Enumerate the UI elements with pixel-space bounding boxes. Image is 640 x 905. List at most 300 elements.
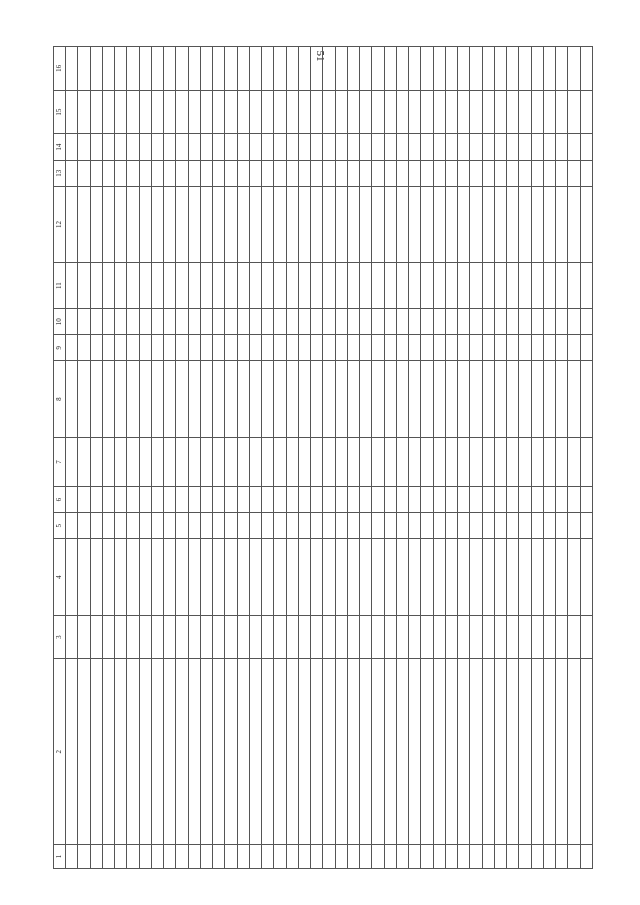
table-cell bbox=[531, 486, 543, 512]
table-cell bbox=[458, 486, 470, 512]
table-cell bbox=[360, 615, 372, 659]
table-cell bbox=[396, 539, 408, 615]
table-cell bbox=[409, 134, 421, 160]
table-cell bbox=[372, 309, 384, 335]
table-cell bbox=[78, 844, 90, 868]
table-cell bbox=[139, 186, 151, 262]
table-cell bbox=[237, 437, 249, 486]
table-cell bbox=[188, 335, 200, 361]
table-cell bbox=[519, 659, 531, 845]
table-cell bbox=[543, 186, 555, 262]
table-cell bbox=[274, 844, 286, 868]
table-cell bbox=[200, 47, 212, 91]
table-cell bbox=[102, 539, 114, 615]
table-cell bbox=[347, 361, 359, 437]
table-cell bbox=[384, 160, 396, 186]
table-cell bbox=[188, 437, 200, 486]
table-cell bbox=[519, 615, 531, 659]
table-cell bbox=[262, 309, 274, 335]
table-cell bbox=[311, 361, 323, 437]
table-cell bbox=[568, 615, 580, 659]
table-row bbox=[311, 47, 323, 869]
table-cell bbox=[433, 186, 445, 262]
table-cell bbox=[115, 160, 127, 186]
table-cell bbox=[90, 47, 102, 91]
table-cell bbox=[543, 335, 555, 361]
table-cell bbox=[213, 615, 225, 659]
table-row bbox=[200, 47, 212, 869]
table-cell bbox=[482, 486, 494, 512]
table-cell bbox=[556, 486, 568, 512]
table-cell bbox=[323, 134, 335, 160]
table-cell bbox=[372, 160, 384, 186]
table-cell bbox=[323, 90, 335, 134]
table-cell bbox=[519, 309, 531, 335]
table-cell bbox=[213, 486, 225, 512]
table-cell bbox=[433, 539, 445, 615]
table-cell bbox=[433, 361, 445, 437]
table-cell bbox=[249, 659, 261, 845]
table-cell bbox=[519, 335, 531, 361]
table-cell bbox=[494, 47, 506, 91]
table-cell bbox=[323, 513, 335, 539]
table-cell bbox=[323, 309, 335, 335]
table-cell bbox=[298, 844, 310, 868]
table-cell bbox=[262, 659, 274, 845]
table-cell bbox=[494, 134, 506, 160]
table-cell bbox=[396, 134, 408, 160]
table-cell bbox=[372, 437, 384, 486]
table-cell bbox=[78, 361, 90, 437]
table-cell bbox=[470, 263, 482, 309]
table-cell bbox=[482, 186, 494, 262]
table-cell bbox=[237, 47, 249, 91]
table-row bbox=[347, 47, 359, 869]
table-cell bbox=[384, 263, 396, 309]
table-cell bbox=[494, 186, 506, 262]
table-cell bbox=[470, 659, 482, 845]
table-row bbox=[237, 47, 249, 869]
table-cell bbox=[249, 844, 261, 868]
table-cell bbox=[347, 659, 359, 845]
table-cell bbox=[90, 160, 102, 186]
table-row bbox=[494, 47, 506, 869]
table-cell bbox=[409, 263, 421, 309]
table-cell bbox=[237, 90, 249, 134]
table-row bbox=[470, 47, 482, 869]
table-cell bbox=[249, 615, 261, 659]
table-row bbox=[372, 47, 384, 869]
table-cell bbox=[445, 90, 457, 134]
table-cell bbox=[286, 844, 298, 868]
table-cell bbox=[262, 539, 274, 615]
table-cell bbox=[200, 186, 212, 262]
table-row bbox=[445, 47, 457, 869]
table-cell bbox=[274, 335, 286, 361]
table-cell bbox=[262, 90, 274, 134]
col-header: 12 bbox=[54, 186, 66, 262]
table-cell bbox=[556, 47, 568, 91]
table-cell bbox=[360, 90, 372, 134]
col-header: 9 bbox=[54, 335, 66, 361]
table-row bbox=[556, 47, 568, 869]
table-cell bbox=[519, 263, 531, 309]
table-cell bbox=[151, 309, 163, 335]
table-cell bbox=[78, 47, 90, 91]
table-cell bbox=[507, 539, 519, 615]
table-cell bbox=[262, 615, 274, 659]
table-cell bbox=[531, 437, 543, 486]
table-cell bbox=[409, 335, 421, 361]
table-cell bbox=[66, 361, 78, 437]
table-cell bbox=[556, 844, 568, 868]
table-cell bbox=[384, 539, 396, 615]
table-cell bbox=[237, 844, 249, 868]
table-cell bbox=[176, 659, 188, 845]
table-row bbox=[262, 47, 274, 869]
table-cell bbox=[396, 615, 408, 659]
table-cell bbox=[262, 134, 274, 160]
table-cell bbox=[151, 186, 163, 262]
table-cell bbox=[580, 134, 593, 160]
table-cell bbox=[127, 437, 139, 486]
table-cell bbox=[519, 134, 531, 160]
table-cell bbox=[531, 844, 543, 868]
table-cell bbox=[90, 186, 102, 262]
table-cell bbox=[421, 90, 433, 134]
table-cell bbox=[286, 90, 298, 134]
table-cell bbox=[298, 335, 310, 361]
table-cell bbox=[102, 844, 114, 868]
table-cell bbox=[237, 615, 249, 659]
table-cell bbox=[176, 513, 188, 539]
table-cell bbox=[494, 539, 506, 615]
table-cell bbox=[200, 361, 212, 437]
table-row bbox=[115, 47, 127, 869]
table-cell bbox=[274, 615, 286, 659]
table-cell bbox=[66, 486, 78, 512]
table-cell bbox=[115, 47, 127, 91]
table-cell bbox=[262, 361, 274, 437]
table-cell bbox=[78, 513, 90, 539]
table-cell bbox=[507, 186, 519, 262]
table-cell bbox=[507, 437, 519, 486]
table-cell bbox=[127, 615, 139, 659]
table-cell bbox=[519, 47, 531, 91]
table-cell bbox=[286, 309, 298, 335]
rotated-table-wrapper bbox=[53, 46, 593, 869]
table-cell bbox=[115, 361, 127, 437]
table-cell bbox=[482, 335, 494, 361]
table-cell bbox=[360, 134, 372, 160]
table-row bbox=[421, 47, 433, 869]
table-cell bbox=[556, 361, 568, 437]
table-cell bbox=[164, 486, 176, 512]
table-cell bbox=[458, 90, 470, 134]
table-cell bbox=[384, 844, 396, 868]
table-cell bbox=[347, 160, 359, 186]
table-cell bbox=[139, 437, 151, 486]
table-cell bbox=[274, 47, 286, 91]
table-cell bbox=[360, 437, 372, 486]
table-cell bbox=[176, 539, 188, 615]
table-cell bbox=[311, 47, 323, 91]
table-row bbox=[531, 47, 543, 869]
table-cell bbox=[213, 361, 225, 437]
table-cell bbox=[494, 263, 506, 309]
table-row bbox=[543, 47, 555, 869]
table-cell bbox=[580, 160, 593, 186]
table-cell bbox=[200, 263, 212, 309]
table-cell bbox=[102, 90, 114, 134]
table-cell bbox=[543, 361, 555, 437]
table-cell bbox=[164, 263, 176, 309]
table-cell bbox=[225, 615, 237, 659]
table-cell bbox=[298, 615, 310, 659]
table-cell bbox=[347, 263, 359, 309]
table-cell bbox=[188, 844, 200, 868]
table-cell bbox=[188, 160, 200, 186]
table-cell bbox=[470, 90, 482, 134]
table-cell bbox=[482, 263, 494, 309]
table-cell bbox=[347, 309, 359, 335]
table-cell bbox=[372, 615, 384, 659]
table-cell bbox=[507, 844, 519, 868]
table-cell bbox=[482, 134, 494, 160]
table-cell bbox=[176, 263, 188, 309]
col-header: 1 bbox=[54, 844, 66, 868]
table-cell bbox=[164, 335, 176, 361]
table-cell bbox=[384, 134, 396, 160]
table-cell bbox=[347, 90, 359, 134]
table-cell bbox=[421, 47, 433, 91]
table-cell bbox=[237, 263, 249, 309]
table-cell bbox=[335, 160, 347, 186]
table-cell bbox=[66, 513, 78, 539]
table-cell bbox=[298, 361, 310, 437]
table-cell bbox=[396, 186, 408, 262]
table-cell bbox=[409, 659, 421, 845]
table-cell bbox=[482, 615, 494, 659]
table-cell bbox=[249, 513, 261, 539]
table-cell bbox=[458, 513, 470, 539]
table-cell bbox=[311, 134, 323, 160]
table-cell bbox=[433, 844, 445, 868]
table-cell bbox=[580, 90, 593, 134]
table-cell bbox=[335, 134, 347, 160]
table-cell bbox=[139, 513, 151, 539]
table-cell bbox=[262, 335, 274, 361]
table-cell bbox=[249, 361, 261, 437]
table-cell bbox=[470, 539, 482, 615]
table-cell bbox=[274, 486, 286, 512]
table-cell bbox=[200, 615, 212, 659]
table-cell bbox=[445, 47, 457, 91]
table-cell bbox=[286, 47, 298, 91]
table-cell bbox=[249, 90, 261, 134]
table-cell bbox=[102, 160, 114, 186]
table-cell bbox=[470, 309, 482, 335]
table-cell bbox=[213, 335, 225, 361]
table-cell bbox=[200, 844, 212, 868]
table-cell bbox=[396, 47, 408, 91]
table-cell bbox=[507, 659, 519, 845]
table-cell bbox=[102, 47, 114, 91]
table-cell bbox=[568, 160, 580, 186]
table-cell bbox=[409, 486, 421, 512]
table-cell bbox=[225, 160, 237, 186]
table-cell bbox=[494, 309, 506, 335]
table-row bbox=[298, 47, 310, 869]
table-cell bbox=[90, 335, 102, 361]
table-row bbox=[139, 47, 151, 869]
table-cell bbox=[445, 160, 457, 186]
table-cell bbox=[433, 486, 445, 512]
table-cell bbox=[188, 47, 200, 91]
table-row bbox=[396, 47, 408, 869]
table-cell bbox=[176, 335, 188, 361]
table-cell bbox=[519, 361, 531, 437]
col-header: 11 bbox=[54, 263, 66, 309]
table-cell bbox=[409, 361, 421, 437]
table-cell bbox=[225, 186, 237, 262]
table-cell bbox=[531, 309, 543, 335]
table-cell bbox=[494, 437, 506, 486]
table-cell bbox=[531, 539, 543, 615]
table-cell bbox=[249, 309, 261, 335]
table-cell bbox=[372, 186, 384, 262]
table-cell bbox=[445, 486, 457, 512]
table-cell bbox=[568, 263, 580, 309]
table-cell bbox=[164, 309, 176, 335]
table-cell bbox=[164, 134, 176, 160]
table-cell bbox=[421, 361, 433, 437]
table-cell bbox=[298, 134, 310, 160]
table-cell bbox=[286, 486, 298, 512]
table-cell bbox=[335, 263, 347, 309]
table-cell bbox=[543, 659, 555, 845]
table-cell bbox=[213, 437, 225, 486]
table-row bbox=[433, 47, 445, 869]
table-cell bbox=[225, 539, 237, 615]
table-cell bbox=[384, 361, 396, 437]
table-cell bbox=[164, 539, 176, 615]
table-cell bbox=[90, 615, 102, 659]
table-cell bbox=[213, 47, 225, 91]
table-cell bbox=[102, 335, 114, 361]
table-cell bbox=[580, 361, 593, 437]
table-cell bbox=[249, 263, 261, 309]
table-cell bbox=[164, 615, 176, 659]
table-cell bbox=[335, 437, 347, 486]
table-cell bbox=[445, 615, 457, 659]
table-cell bbox=[568, 844, 580, 868]
table-cell bbox=[200, 90, 212, 134]
table-cell bbox=[470, 513, 482, 539]
col-header: 3 bbox=[54, 615, 66, 659]
table-cell bbox=[421, 263, 433, 309]
header-row bbox=[54, 47, 66, 869]
table-row bbox=[286, 47, 298, 869]
table-cell bbox=[347, 335, 359, 361]
table-cell bbox=[127, 47, 139, 91]
table-cell bbox=[433, 513, 445, 539]
table-cell bbox=[298, 186, 310, 262]
table-cell bbox=[470, 486, 482, 512]
col-header: 16 bbox=[54, 47, 66, 91]
table-cell bbox=[225, 844, 237, 868]
table-cell bbox=[102, 263, 114, 309]
table-cell bbox=[531, 186, 543, 262]
table-cell bbox=[568, 335, 580, 361]
table-cell bbox=[519, 486, 531, 512]
table-cell bbox=[323, 615, 335, 659]
table-cell bbox=[249, 160, 261, 186]
table-cell bbox=[237, 486, 249, 512]
table-cell bbox=[151, 844, 163, 868]
table-cell bbox=[237, 539, 249, 615]
table-cell bbox=[262, 513, 274, 539]
col-header: 15 bbox=[54, 90, 66, 134]
table-cell bbox=[164, 437, 176, 486]
table-cell bbox=[568, 539, 580, 615]
table-cell bbox=[274, 160, 286, 186]
table-cell bbox=[225, 263, 237, 309]
table-cell bbox=[139, 615, 151, 659]
table-cell bbox=[213, 309, 225, 335]
table-cell bbox=[115, 186, 127, 262]
table-cell bbox=[458, 309, 470, 335]
table-cell bbox=[262, 486, 274, 512]
table-cell bbox=[347, 844, 359, 868]
table-cell bbox=[531, 160, 543, 186]
table-cell bbox=[433, 615, 445, 659]
table-cell bbox=[78, 539, 90, 615]
table-cell bbox=[66, 47, 78, 91]
table-cell bbox=[66, 335, 78, 361]
table-cell bbox=[482, 47, 494, 91]
table-cell bbox=[323, 47, 335, 91]
table-cell bbox=[127, 263, 139, 309]
table-cell bbox=[164, 160, 176, 186]
table-cell bbox=[458, 47, 470, 91]
table-cell bbox=[176, 361, 188, 437]
table-cell bbox=[78, 134, 90, 160]
table-cell bbox=[531, 659, 543, 845]
table-cell bbox=[335, 844, 347, 868]
table-cell bbox=[396, 335, 408, 361]
table-cell bbox=[151, 47, 163, 91]
table-cell bbox=[139, 47, 151, 91]
table-row bbox=[213, 47, 225, 869]
table-cell bbox=[127, 486, 139, 512]
table-cell bbox=[102, 437, 114, 486]
table-cell bbox=[360, 186, 372, 262]
table-cell bbox=[494, 160, 506, 186]
table-row bbox=[482, 47, 494, 869]
table-cell bbox=[543, 309, 555, 335]
table-cell bbox=[225, 437, 237, 486]
table-cell bbox=[188, 186, 200, 262]
table-cell bbox=[421, 160, 433, 186]
table-cell bbox=[507, 513, 519, 539]
table-cell bbox=[323, 335, 335, 361]
table-cell bbox=[90, 539, 102, 615]
table-cell bbox=[335, 335, 347, 361]
table-cell bbox=[66, 309, 78, 335]
table-cell bbox=[115, 615, 127, 659]
table-row bbox=[580, 47, 593, 869]
